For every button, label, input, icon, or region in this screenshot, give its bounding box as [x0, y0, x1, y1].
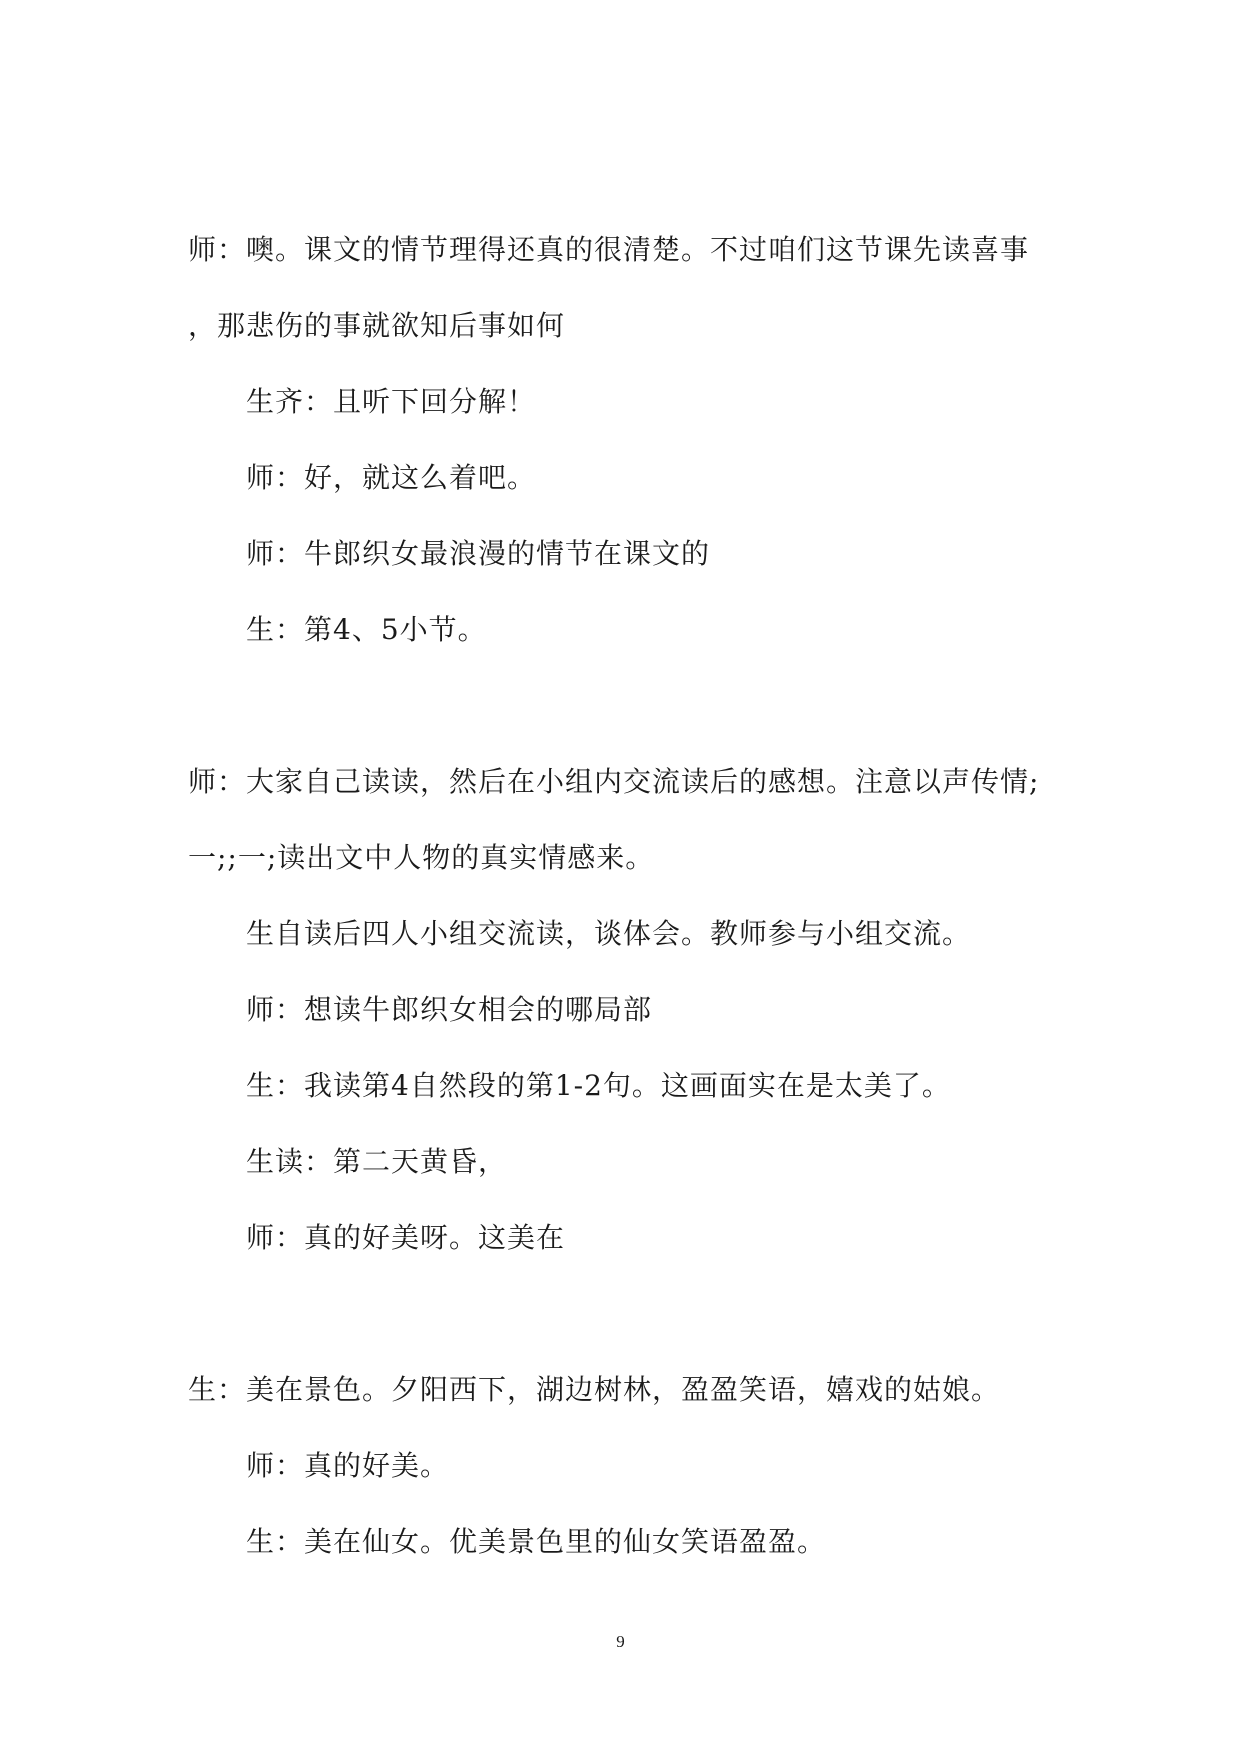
page-number: 9: [616, 1632, 625, 1651]
text-line-4: 师：好，就这么着吧。: [246, 461, 537, 494]
text-line-12: 生读：第二天黄昏，: [246, 1145, 508, 1178]
text-line-11: 生：我读第4自然段的第1-2句。这画面实在是太美了。: [246, 1069, 951, 1102]
text-line-15: 师：真的好美。: [246, 1449, 450, 1482]
text-line-5: 师：牛郎织女最浪漫的情节在课文的: [246, 537, 711, 570]
text-line-9: 生自读后四人小组交流读，谈体会。教师参与小组交流。: [246, 917, 972, 950]
text-line-10: 师：想读牛郎织女相会的哪局部: [246, 993, 653, 1026]
text-line-1: 师：噢。课文的情节理得还真的很清楚。不过咱们这节课先读喜事: [188, 233, 1030, 266]
text-line-6: 生：第4、5小节。: [246, 613, 487, 646]
text-line-3: 生齐：且听下回分解！: [246, 385, 537, 418]
text-line-8: 一;;一;读出文中人物的真实情感来。: [188, 841, 655, 874]
text-line-13: 师：真的好美呀。这美在: [246, 1221, 566, 1254]
text-line-7: 师：大家自己读读，然后在小组内交流读后的感想。注意以声传情;: [188, 765, 1040, 798]
text-line-14: 生：美在景色。夕阳西下，湖边树林，盈盈笑语，嬉戏的姑娘。: [188, 1373, 1001, 1406]
text-line-2: ，那悲伤的事就欲知后事如何: [188, 309, 566, 342]
text-line-16: 生：美在仙女。优美景色里的仙女笑语盈盈。: [246, 1525, 827, 1558]
